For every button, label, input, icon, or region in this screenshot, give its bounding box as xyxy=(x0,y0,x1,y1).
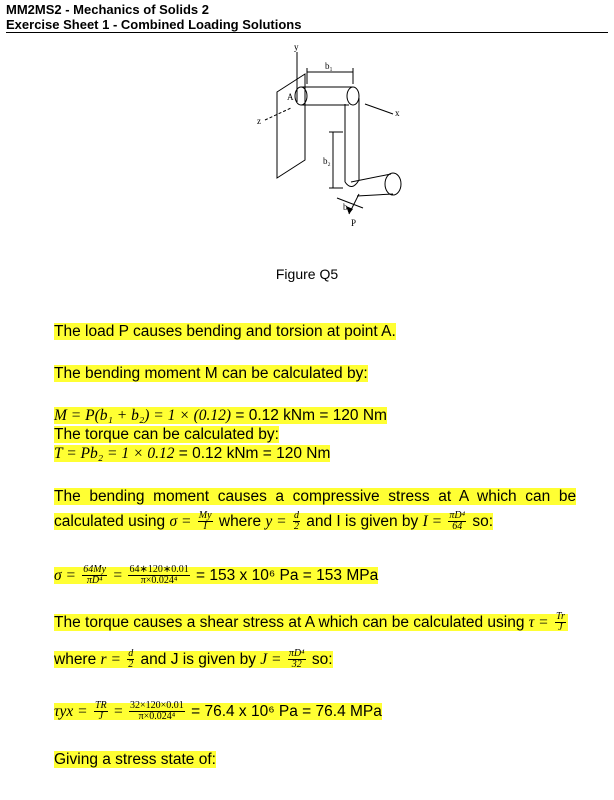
m-formula: M = P(b₁ + b₂) = 1 × (0.12) xyxy=(54,407,232,424)
tr-over-j-fraction-2: $\frac{TR}{J}$ xyxy=(94,700,107,722)
d-over-2-fraction-2: $\frac{d}{2}$ xyxy=(128,648,134,670)
b3-label: b₃ xyxy=(343,202,351,212)
line-12-text: Giving a stress state of: xyxy=(54,751,216,768)
a-label: A xyxy=(287,92,294,102)
l7-text-d: so: xyxy=(468,512,494,530)
z-axis xyxy=(265,108,291,120)
l10-text-a: where xyxy=(54,650,101,668)
text-line-2 xyxy=(54,364,368,384)
sigma-value: = 153 x 10⁶ Pa = 153 MPa xyxy=(191,566,379,584)
t-value: = 0.12 kNm = 120 Nm xyxy=(174,445,331,462)
tr-over-j-fraction: $\frac{Tr}{J}$ xyxy=(555,611,565,633)
figure-caption: Figure Q5 xyxy=(275,266,339,282)
l7-text-b: where xyxy=(214,512,266,530)
pi-d4-over-32-fraction: $\frac{\text{πD⁴}}{32}$ xyxy=(288,648,305,670)
b1-label: b₁ xyxy=(325,61,333,71)
sheet-title: Exercise Sheet 1 - Combined Loading Solutions xyxy=(6,17,302,32)
y-label: y xyxy=(294,42,299,52)
bending-moment-equation xyxy=(54,406,387,426)
line-6-text: The bending moment causes a compressive stress at A which can be xyxy=(54,488,577,505)
l10-text-c: so: xyxy=(307,650,333,668)
z-label: z xyxy=(257,116,261,126)
sigma-result-symbol: σ = xyxy=(54,566,76,584)
x-label: x xyxy=(395,108,400,118)
figure-q5-diagram xyxy=(225,42,425,242)
l7-text-a: calculated using xyxy=(54,512,166,530)
m-value: = 0.12 kNm = 120 Nm xyxy=(231,407,387,424)
equals-sign: = xyxy=(113,566,123,584)
text-line-4 xyxy=(54,425,279,445)
l9-text: The torque causes a shear stress at A which can be calculated using xyxy=(54,613,529,631)
text-line-6 xyxy=(54,487,576,507)
b2-label: b₂ xyxy=(323,156,331,166)
y-symbol: y = xyxy=(265,512,287,530)
j-symbol: J = xyxy=(260,650,282,668)
i-symbol: I = xyxy=(422,512,443,530)
text-line-12 xyxy=(54,750,216,770)
stress-definition-line xyxy=(54,511,493,532)
r-symbol: r = xyxy=(100,650,121,668)
p-label: P xyxy=(351,218,357,228)
shear-stress-result xyxy=(54,701,382,722)
l7-text-c: and I is given by xyxy=(301,512,423,530)
64my-fraction: $\frac{64My}{\text{πD⁴}}$ xyxy=(83,564,107,586)
course-title: MM2MS2 - Mechanics of Solids 2 xyxy=(6,2,209,17)
tau-yx-symbol: τyx = xyxy=(54,702,88,720)
l10-text-b: and J is given by xyxy=(136,650,261,668)
tau-symbol: τ = xyxy=(528,613,549,631)
shear-definition-line xyxy=(54,649,333,670)
tau-value: = 76.4 x 10⁶ Pa = 76.4 MPa xyxy=(186,702,382,720)
line-4-text: The torque can be calculated by: xyxy=(54,426,279,443)
t-formula: T = Pb₂ = 1 × 0.12 xyxy=(54,445,175,462)
wall-plate xyxy=(277,74,305,178)
my-over-i-fraction: $\frac{My}{I}$ xyxy=(198,510,212,532)
torque-equation xyxy=(54,444,330,464)
shear-stress-line xyxy=(54,612,568,633)
elbow-ellipse xyxy=(347,87,359,105)
numeric-fraction-2: $\frac{32\times 120\times 0.01}{\text{π×0.024⁴}}$ xyxy=(130,700,184,722)
equals-sign-2: = xyxy=(113,702,123,720)
pi-d4-over-64-fraction: $\frac{\text{πD⁴}}{64}$ xyxy=(449,510,466,532)
line-1-text: The load P causes bending and torsion at point A. xyxy=(54,323,396,340)
numeric-fraction: $\frac{64∗120∗0.01}{\text{π×0.024⁴}}$ xyxy=(129,564,189,586)
line-2-text: The bending moment M can be calculated by: xyxy=(54,365,368,382)
bending-stress-result xyxy=(54,565,378,586)
sigma-symbol: σ = xyxy=(169,512,192,530)
text-line-1 xyxy=(54,322,396,342)
x-axis xyxy=(365,104,393,114)
header-rule xyxy=(6,32,608,33)
tip-ellipse xyxy=(385,173,401,195)
d-over-2-fraction: $\frac{d}{2}$ xyxy=(293,510,299,532)
